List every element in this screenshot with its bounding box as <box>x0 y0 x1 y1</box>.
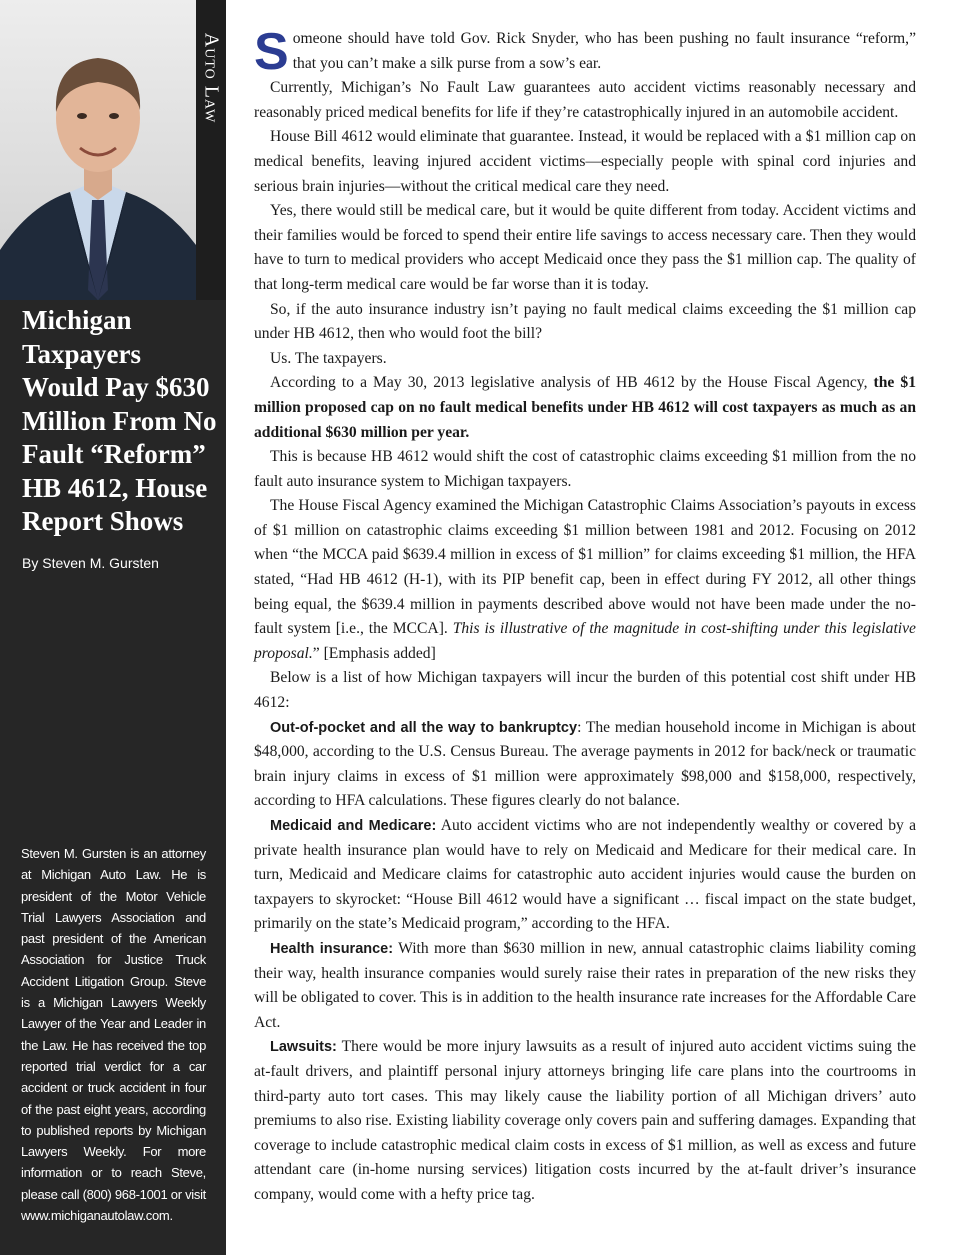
byline: By Steven M. Gursten <box>22 555 159 571</box>
paragraph: Lawsuits: There would be more injury lawsuits as a result of injured auto accident victims suing the at-fault drivers, and plaintiff personal injury attorneys bringing life care plans into the courtrooms in third-party auto tort cases. This may likely cause the liability portion of all Michigan drivers’ auto premiums to also rise. Existing liability coverage only covers pain and suffering damages. Expanding that coverage to include catastrophic medical claim costs in excess of $1 million, as well as excess and future attendant care (in-home nursing services) litigation costs incurred by the at-fault driver’s insurance company, would come with a hefty price tag. <box>254 1038 916 1203</box>
paragraph: Us. The taxpayers. <box>270 349 387 367</box>
paragraph: Below is a list of how Michigan taxpayers will incur the burden of this potential cost shift under HB 4612: <box>254 669 916 712</box>
lead-in: Health insurance: <box>270 940 394 957</box>
paragraph: The House Fiscal Agency examined the Michigan Catastrophic Claims Association’s payouts in excess of $1 million on catastrophic claims exceeding $1 million between 1981 and 2012. Focusing on 2012 when “the MCCA paid $639.4 million in excess of $1 million” for claims exceeding $1 million, the HFA stated, “Had HB 4612 (H-1), with its PIP benefit cap, been in effect during FY 2012, all other things being equal, the $639.4 million in payments described above would not have been made under the no-fault system [i.e., the MCCA]. This is illustrative of the magnitude in cost-shifting under this legislative proposal.” [Emphasis added] <box>254 497 916 662</box>
section-label: Auto Law <box>200 32 223 124</box>
lead-in: Lawsuits: <box>270 1039 337 1056</box>
paragraph: House Bill 4612 would eliminate that guarantee. Instead, it would be replaced with a $1 million cap on medical benefits, leaving injured accident victims—especially people with spinal cord injuries and serious brain injuries—without the critical medical care they need. <box>254 128 916 195</box>
author-photo <box>0 0 196 300</box>
paragraph: This is because HB 4612 would shift the cost of catastrophic claims exceeding $1 million from the no fault auto insurance system to Michigan taxpayers. <box>254 448 916 490</box>
author-portrait-illustration <box>0 0 196 300</box>
paragraph: So, if the auto insurance industry isn’t paying no fault medical claims exceeding the $1 million cap under HB 4612, then who would foot the bill? <box>254 300 916 343</box>
paragraph: Out-of-pocket and all the way to bankruptcy: The median household income in Michigan is about $48,000, according to the U.S. Census Bureau. The average payments in 2012 for back/neck or traumatic brain injury claims in excess of $1 million were approximately $98,000 and $158,000, respectively, according to HFA calculations. These figures clearly do not balance. <box>254 718 916 810</box>
emphasis-bold: the $1 million proposed cap on no fault medical benefits under HB 4612 will cost taxpayers as much as an additional $630 million per year. <box>254 374 916 441</box>
paragraph: Health insurance: With more than $630 million in new, annual catastrophic claims liability coming their way, health insurance companies would surely raise their rates in preparation of the new risks they will be obligated to cover. This is in addition to the health insurance rate increases for the Affordable Care Act. <box>254 939 916 1031</box>
author-bio: Steven M. Gursten is an attorney at Michigan Auto Law. He is president of the Motor Vehicle Trial Lawyers Association and past president of the American Association for Justice Truck Accident Litigation Group. Steve is a Michigan Lawyers Weekly Lawyer of the Year and Leader in the Law. He has received the top reported trial verdict for a car accident or truck accident in four of the past eight years, according to published reports by Michigan Lawyers Weekly. For more information or to reach Steve, please call (800) 968-1001 or visit www.michiganautolaw.com. <box>21 846 206 1224</box>
paragraph: Currently, Michigan’s No Fault Law guarantees auto accident victims reasonably necessary and reasonably priced medical benefits for life if they’re catastrophically injured in an automobile accident. <box>254 79 916 121</box>
emphasis-italic: This is illustrative of the magnitude in cost-shifting under this legislative proposal. <box>254 620 916 662</box>
paragraph: Medicaid and Medicare: Auto accident victims who are not independently wealthy or covered by a private health insurance plan would have to rely on Medicaid and Medicare for their medical care. In turn, Medicaid and Medicare claims for catastrophic auto accident injuries would cause the burden on taxpayers to skyrocket: “House Bill 4612 would have a significant … fiscal impact on the state budget, primarily on the state’s Medicaid program,” according to the HFA. <box>254 817 916 933</box>
paragraph: Someone should have told Gov. Rick Snyder, who has been pushing no fault insurance “reform,” that you can’t make a silk purse from a sow’s ear. <box>254 23 916 81</box>
drop-cap: S <box>254 23 289 81</box>
lead-in: Out-of-pocket and all the way to bankruptcy <box>270 719 578 736</box>
sidebar <box>0 0 226 1255</box>
paragraph: According to a May 30, 2013 legislative analysis of HB 4612 by the House Fiscal Agency, the $1 million proposed cap on no fault medical benefits under HB 4612 will cost taxpayers as much as an additional $630 million per year. <box>254 374 916 441</box>
lead-in: Medicaid and Medicare: <box>270 818 437 834</box>
paragraph: Yes, there would still be medical care, but it would be quite different from today. Accident victims and their families would be forced to spend their entire life savings to access necessary care. Then they would have to turn to medical providers who accept Medicaid once they pass the $1 million cap. The quality of that long-term medical care would be far worse than it is today. <box>254 202 916 293</box>
headline: Michigan Taxpayers Would Pay $630 Million From No Fault “Reform” HB 4612, House Report Shows <box>22 305 217 536</box>
article-body <box>254 23 916 1208</box>
